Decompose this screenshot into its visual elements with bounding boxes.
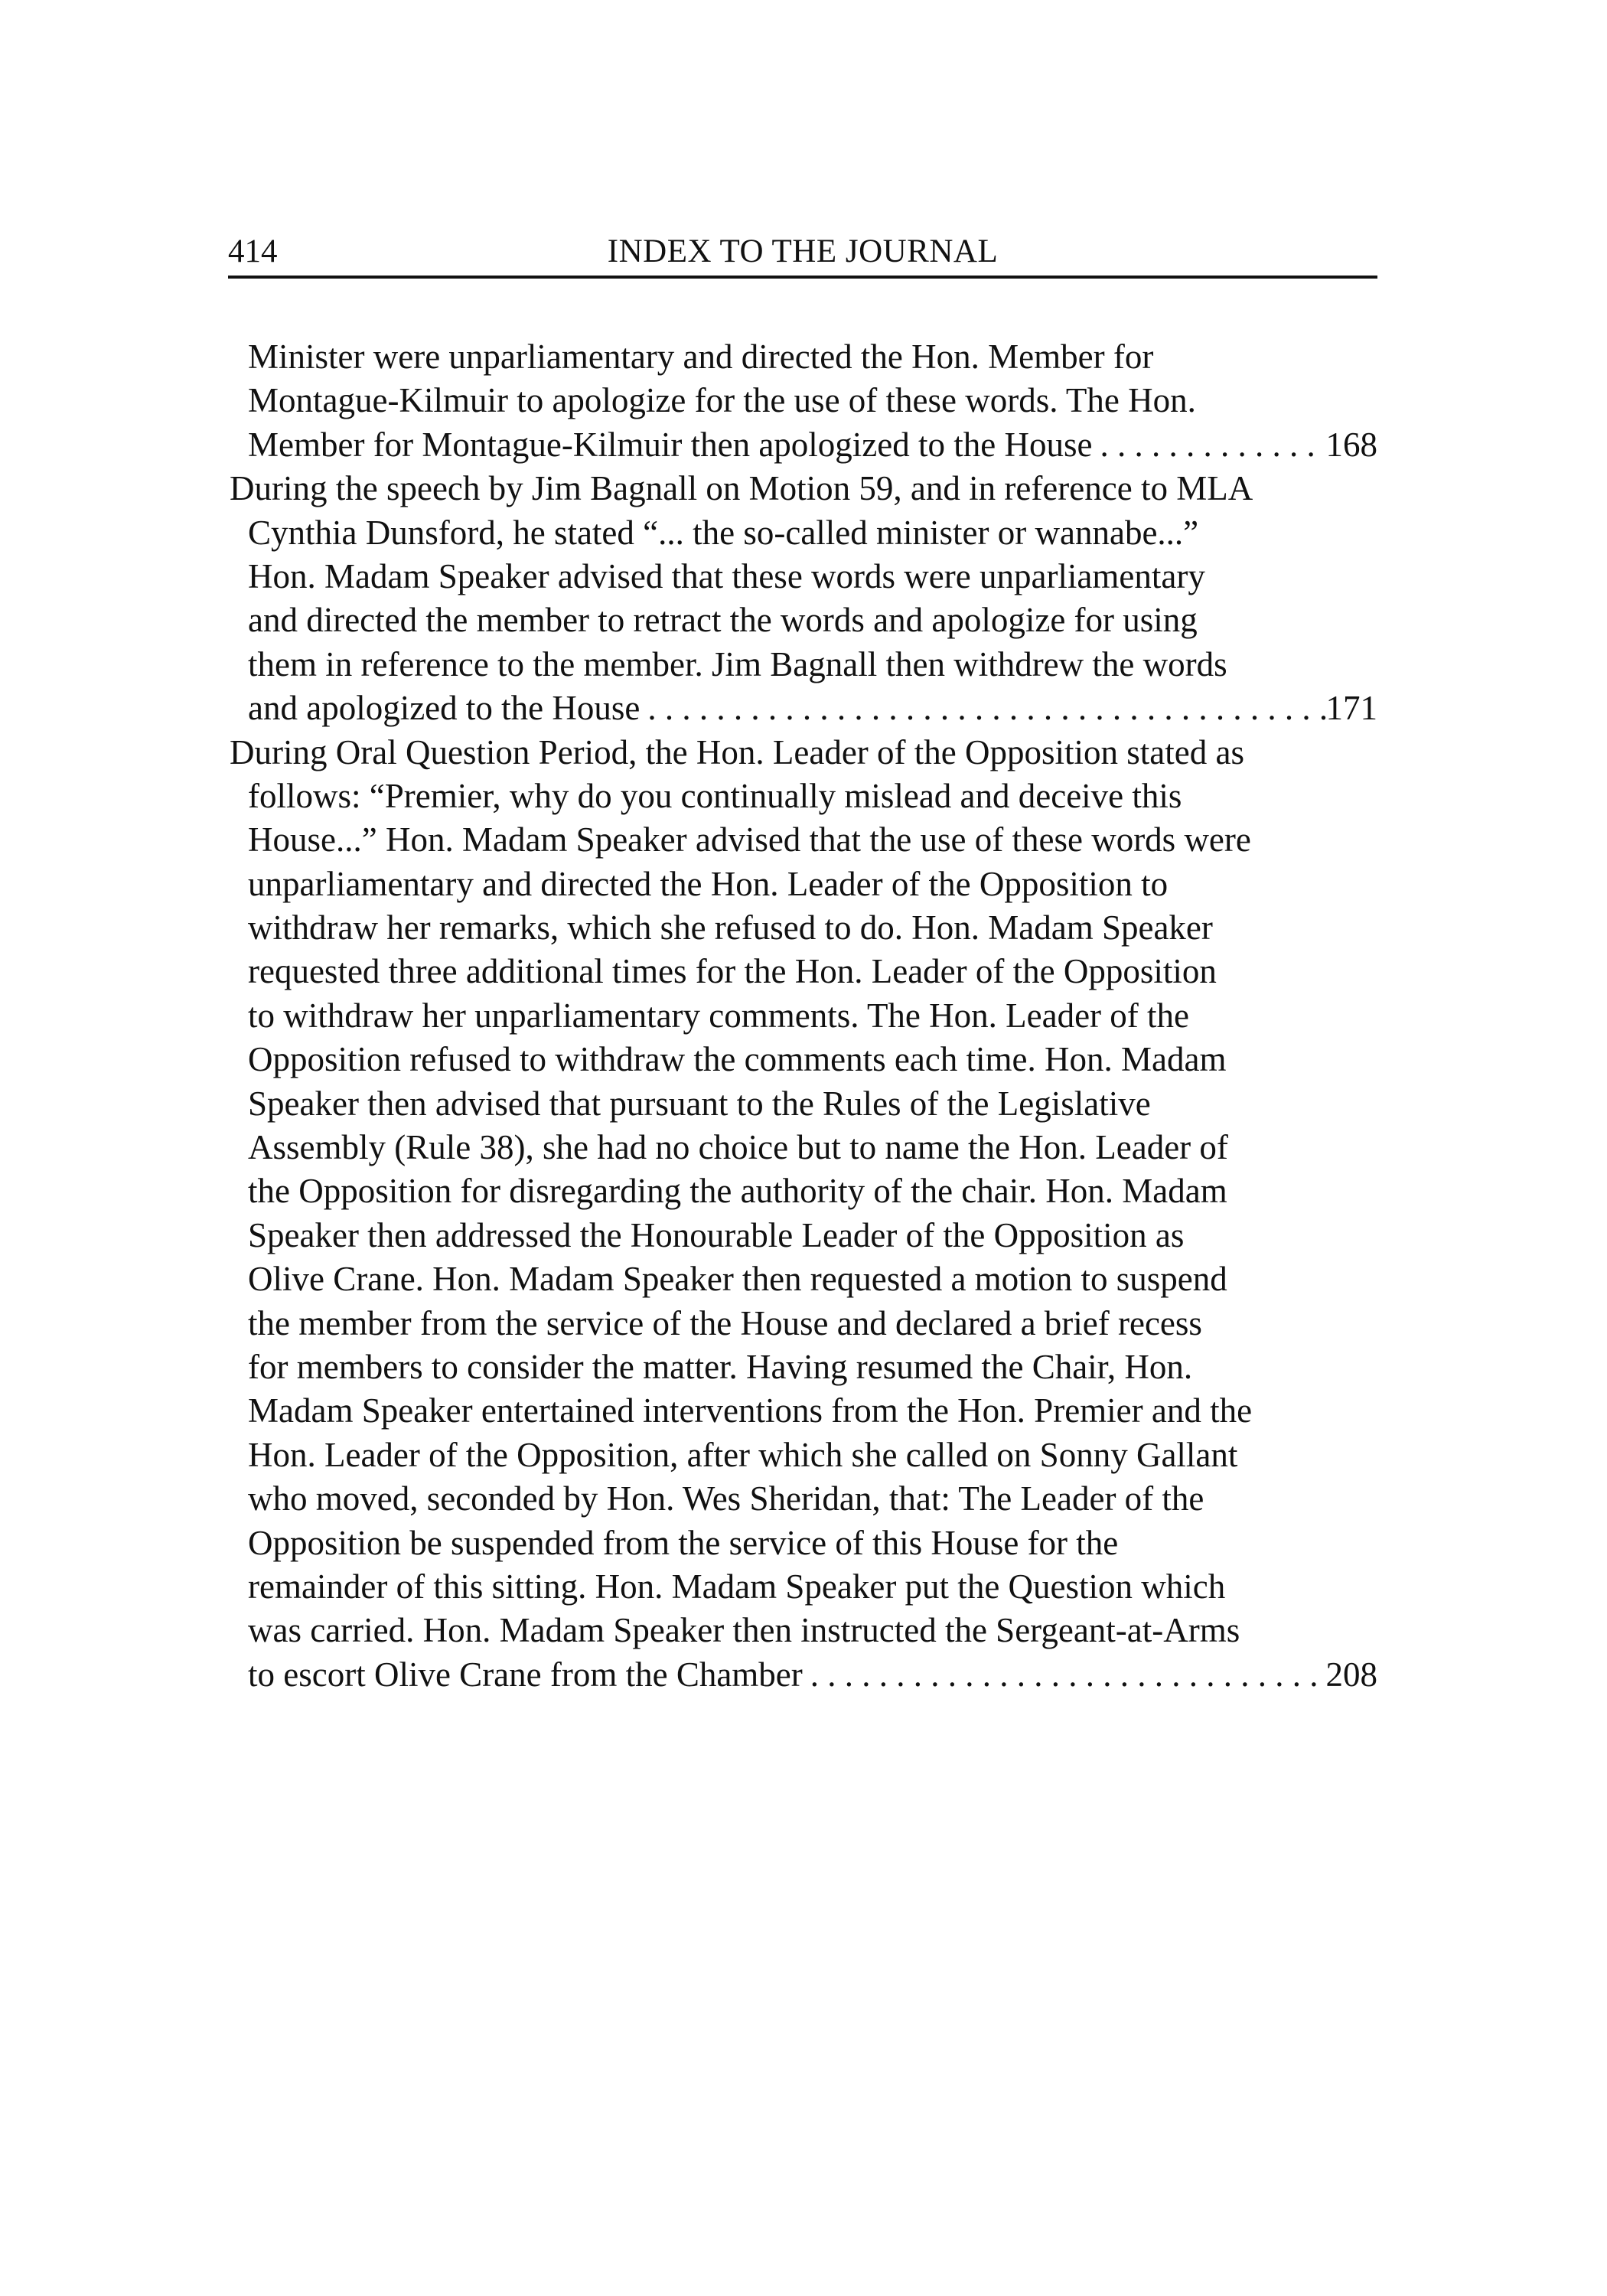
index-entry-line: During Oral Question Period, the Hon. Leader of the Opposition stated as: [230, 732, 1244, 771]
index-entry-line: Hon. Leader of the Opposition, after which she called on Sonny Gallant: [248, 1435, 1238, 1474]
index-entry-line: Olive Crane. Hon. Madam Speaker then requested a motion to suspend: [248, 1260, 1227, 1299]
index-entry-line: Speaker then addressed the Honourable Leader of the Opposition as: [248, 1215, 1185, 1254]
dot-leader: [640, 687, 1325, 730]
index-entry-line: Cynthia Dunsford, he stated “... the so-called minister or wannabe...”: [248, 513, 1199, 552]
page-reference: 168: [1325, 425, 1377, 464]
index-entry-line: requested three additional times for the Hon. Leader of the Opposition: [248, 952, 1217, 991]
index-entry-line: Opposition refused to withdraw the comments each time. Hon. Madam: [248, 1040, 1227, 1079]
index-entry-line: House...” Hon. Madam Speaker advised that the use of these words were: [248, 820, 1251, 859]
index-entry-line: [230, 1653, 1377, 1697]
index-entry-line: [230, 423, 1377, 467]
index-entry-line: the Opposition for disregarding the authority of the chair. Hon. Madam: [248, 1172, 1227, 1211]
index-entry-line: Opposition be suspended from the service of this House for the: [248, 1523, 1119, 1562]
index-entry-line: and directed the member to retract the words and apologize for using: [248, 601, 1198, 640]
index-entry-line: who moved, seconded by Hon. Wes Sheridan, that: The Leader of the: [248, 1479, 1204, 1518]
index-entry-line: [230, 687, 1377, 730]
page-header: [228, 231, 1377, 279]
index-entry-text: to escort Olive Crane from the Chamber: [248, 1655, 803, 1694]
index-entry-line: was carried. Hon. Madam Speaker then instructed the Sergeant-at-Arms: [248, 1611, 1240, 1650]
index-entry-line: Montague-Kilmuir to apologize for the use of these words. The Hon.: [248, 381, 1196, 420]
index-entry-line: Minister were unparliamentary and directed the Hon. Member for: [248, 338, 1154, 376]
index-entries: [230, 335, 1377, 1697]
running-title: INDEX TO THE JOURNAL: [607, 233, 999, 269]
page-reference: 171: [1325, 689, 1377, 728]
page-number: 414: [228, 233, 278, 269]
index-entry-line: remainder of this sitting. Hon. Madam Speaker put the Question which: [248, 1567, 1226, 1606]
index-entry-line: to withdraw her unparliamentary comments. The Hon. Leader of the: [248, 996, 1190, 1035]
index-entry-line: follows: “Premier, why do you continually mislead and deceive this: [248, 776, 1182, 815]
index-entry-line: Speaker then advised that pursuant to the Rules of the Legislative: [248, 1084, 1151, 1123]
index-entry-line: Hon. Madam Speaker advised that these words were unparliamentary: [248, 556, 1205, 595]
index-entry-line: them in reference to the member. Jim Bagnall then withdrew the words: [248, 644, 1227, 683]
index-entry-line: unparliamentary and directed the Hon. Leader of the Opposition to: [248, 864, 1169, 903]
index-entry-text: and apologized to the House: [248, 689, 641, 728]
dot-leader: [803, 1653, 1326, 1697]
index-entry-line: withdraw her remarks, which she refused to do. Hon. Madam Speaker: [248, 908, 1213, 947]
index-entry-line: for members to consider the matter. Having resumed the Chair, Hon.: [248, 1347, 1193, 1386]
index-entry-line: During the speech by Jim Bagnall on Motion 59, and in reference to MLA: [230, 469, 1253, 508]
page-reference: 208: [1325, 1655, 1377, 1694]
index-entry-line: Madam Speaker entertained interventions from the Hon. Premier and the: [248, 1391, 1253, 1430]
dot-leader: [1092, 423, 1325, 467]
index-entry-text: Member for Montague-Kilmuir then apologized to the House: [248, 425, 1093, 464]
index-entry-line: Assembly (Rule 38), she had no choice but to name the Hon. Leader of: [248, 1128, 1228, 1167]
index-entry-line: the member from the service of the House and declared a brief recess: [248, 1303, 1202, 1342]
